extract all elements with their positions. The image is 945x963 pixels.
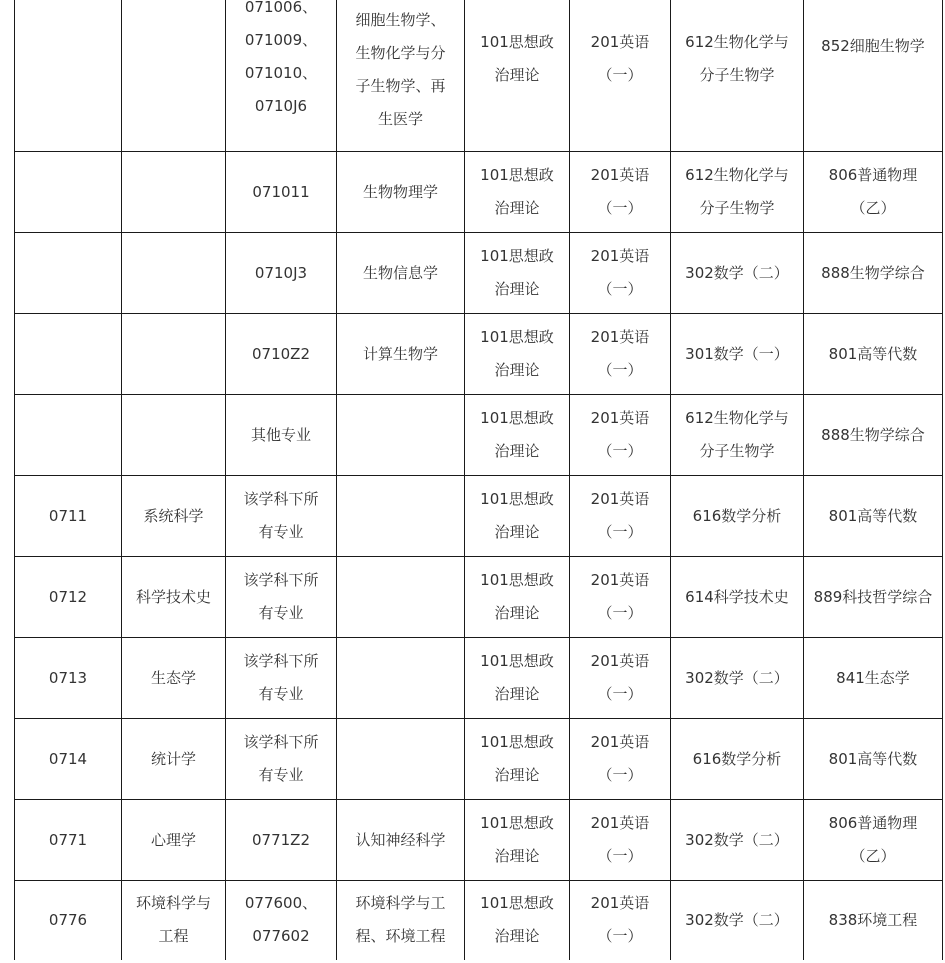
language-exam-cell: 201英语 （一） bbox=[570, 152, 671, 233]
politics-exam-cell bbox=[465, 0, 570, 152]
table-row bbox=[15, 719, 943, 800]
discipline-code-cell: 0712 bbox=[15, 557, 122, 638]
major-code-cell: 071011 bbox=[226, 152, 337, 233]
major-name-cell bbox=[337, 557, 465, 638]
language-exam-cell: 201英语 （一） bbox=[570, 233, 671, 314]
course1-exam-cell: 612生物化学与 分子生物学 bbox=[671, 152, 804, 233]
major-code-cell: 其他专业 bbox=[226, 395, 337, 476]
discipline-name-cell: 系统科学 bbox=[122, 476, 226, 557]
politics-exam-cell: 101思想政 治理论 bbox=[465, 314, 570, 395]
politics-exam-cell: 101思想政 治理论 bbox=[465, 233, 570, 314]
course2-exam-cell: 801高等代数 bbox=[804, 476, 943, 557]
major-name-cell: 认知神经科学 bbox=[337, 800, 465, 881]
course1-exam-cell: 302数学（二） bbox=[671, 800, 804, 881]
major-code-cell: 0710Z2 bbox=[226, 314, 337, 395]
course1-exam-cell: 616数学分析 bbox=[671, 476, 804, 557]
discipline-code-cell: 0776 bbox=[15, 881, 122, 960]
language-exam-cell: 201英语 （一） bbox=[570, 638, 671, 719]
course1-exam-cell: 614科学技术史 bbox=[671, 557, 804, 638]
major-code-cell bbox=[226, 0, 337, 152]
course1-text: 612生物化学与 分子生物学 bbox=[685, 32, 789, 84]
major-name-cell: 计算生物学 bbox=[337, 314, 465, 395]
course2-exam-cell bbox=[804, 0, 943, 152]
language-exam-cell: 201英语 （一） bbox=[570, 800, 671, 881]
course2-exam-cell: 806普通物理（乙） bbox=[804, 800, 943, 881]
major-name-cell bbox=[337, 0, 465, 152]
course1-exam-cell: 612生物化学与 分子生物学 bbox=[671, 395, 804, 476]
table-row bbox=[15, 557, 943, 638]
discipline-code-cell bbox=[15, 233, 122, 314]
course2-exam-cell: 801高等代数 bbox=[804, 719, 943, 800]
course1-exam-cell: 302数学（二） bbox=[671, 881, 804, 960]
discipline-name-cell bbox=[122, 395, 226, 476]
course1-exam-cell: 301数学（一） bbox=[671, 314, 804, 395]
course2-text: 852细胞生物学 bbox=[821, 36, 925, 55]
discipline-name-cell bbox=[122, 233, 226, 314]
table-row bbox=[15, 800, 943, 881]
politics-exam-cell: 101思想政 治理论 bbox=[465, 719, 570, 800]
course2-exam-cell: 888生物学综合 bbox=[804, 233, 943, 314]
language-exam-cell: 201英语 （一） bbox=[570, 881, 671, 960]
politics-exam-cell: 101思想政 治理论 bbox=[465, 638, 570, 719]
discipline-code-cell: 0714 bbox=[15, 719, 122, 800]
major-code-cell: 该学科下所 有专业 bbox=[226, 719, 337, 800]
language-exam-cell: 201英语 （一） bbox=[570, 314, 671, 395]
major-code-cell: 该学科下所 有专业 bbox=[226, 638, 337, 719]
major-name-cell: 生物信息学 bbox=[337, 233, 465, 314]
major-name-cell bbox=[337, 476, 465, 557]
course2-exam-cell: 838环境工程 bbox=[804, 881, 943, 960]
major-code-cell: 0771Z2 bbox=[226, 800, 337, 881]
discipline-name-cell: 生态学 bbox=[122, 638, 226, 719]
course2-exam-cell: 888生物学综合 bbox=[804, 395, 943, 476]
exam-subjects-table bbox=[14, 0, 943, 960]
course1-exam-cell: 302数学（二） bbox=[671, 638, 804, 719]
discipline-name-cell: 心理学 bbox=[122, 800, 226, 881]
table-row bbox=[15, 476, 943, 557]
table-row bbox=[15, 0, 943, 152]
discipline-name-cell: 科学技术史 bbox=[122, 557, 226, 638]
table-row bbox=[15, 638, 943, 719]
discipline-code-cell: 0713 bbox=[15, 638, 122, 719]
major-name-cell: 生物物理学 bbox=[337, 152, 465, 233]
language-text: 201英语 （一） bbox=[590, 32, 650, 84]
course2-exam-cell: 841生态学 bbox=[804, 638, 943, 719]
politics-exam-cell: 101思想政 治理论 bbox=[465, 881, 570, 960]
politics-text: 101思想政 治理论 bbox=[480, 32, 554, 84]
discipline-code-cell bbox=[15, 314, 122, 395]
course2-exam-cell: 806普通物理（乙） bbox=[804, 152, 943, 233]
discipline-name-cell: 统计学 bbox=[122, 719, 226, 800]
major-code-cell: 0710J3 bbox=[226, 233, 337, 314]
discipline-code-cell bbox=[15, 395, 122, 476]
table-row bbox=[15, 881, 943, 960]
discipline-name-cell bbox=[122, 152, 226, 233]
language-exam-cell: 201英语 （一） bbox=[570, 395, 671, 476]
politics-exam-cell: 101思想政 治理论 bbox=[465, 557, 570, 638]
discipline-name-cell bbox=[122, 0, 226, 152]
politics-exam-cell: 101思想政 治理论 bbox=[465, 800, 570, 881]
major-name-cell: 环境科学与工 程、环境工程 bbox=[337, 881, 465, 960]
language-exam-cell: 201英语 （一） bbox=[570, 476, 671, 557]
major-code-cell: 该学科下所 有专业 bbox=[226, 476, 337, 557]
language-exam-cell bbox=[570, 0, 671, 152]
politics-exam-cell: 101思想政 治理论 bbox=[465, 152, 570, 233]
discipline-code-cell: 0771 bbox=[15, 800, 122, 881]
major-name-text: 细胞生物学、 生物化学与分 子生物学、再 生医学 bbox=[355, 11, 446, 128]
discipline-code-cell: 0711 bbox=[15, 476, 122, 557]
discipline-code-cell bbox=[15, 0, 122, 152]
table-row bbox=[15, 152, 943, 233]
major-code-cell: 077600、 077602 bbox=[226, 881, 337, 960]
politics-exam-cell: 101思想政 治理论 bbox=[465, 395, 570, 476]
course2-exam-cell: 889科技哲学综合 bbox=[804, 557, 943, 638]
discipline-name-cell bbox=[122, 314, 226, 395]
discipline-name-cell: 环境科学与 工程 bbox=[122, 881, 226, 960]
politics-exam-cell: 101思想政 治理论 bbox=[465, 476, 570, 557]
course1-exam-cell bbox=[671, 0, 804, 152]
table-row bbox=[15, 233, 943, 314]
course1-exam-cell: 302数学（二） bbox=[671, 233, 804, 314]
major-code-cell: 该学科下所 有专业 bbox=[226, 557, 337, 638]
table-row bbox=[15, 314, 943, 395]
major-name-cell bbox=[337, 638, 465, 719]
course2-exam-cell: 801高等代数 bbox=[804, 314, 943, 395]
language-exam-cell: 201英语 （一） bbox=[570, 557, 671, 638]
table-row bbox=[15, 395, 943, 476]
language-exam-cell: 201英语 （一） bbox=[570, 719, 671, 800]
major-code-text: 071006、 071009、 071010、 0710J6 bbox=[244, 0, 318, 115]
course1-exam-cell: 616数学分析 bbox=[671, 719, 804, 800]
major-name-cell bbox=[337, 395, 465, 476]
major-name-cell bbox=[337, 719, 465, 800]
discipline-code-cell bbox=[15, 152, 122, 233]
